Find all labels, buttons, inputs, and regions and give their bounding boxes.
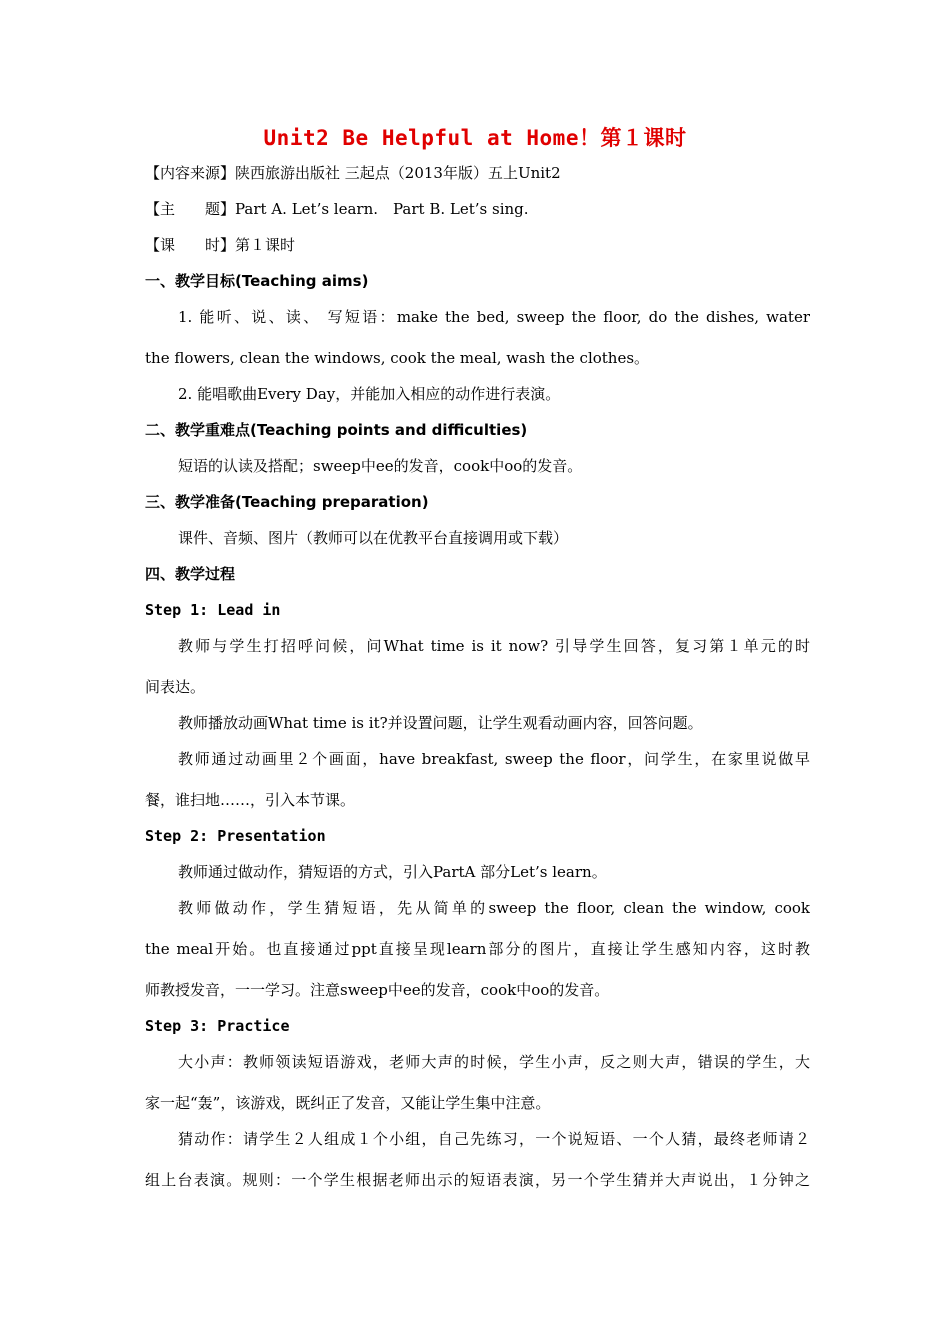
step1-paragraph-1-line-1: 教师与学生打招呼问候，问What time is it now? 引导学生回答，复习第１单元的时 [178, 637, 810, 655]
step2-paragraph-2-line-1: 教师做动作，学生猜短语，先从简单的sweep the floor, clean the window, cook [178, 899, 810, 917]
aims-item-1-line-1: 1. 能听、说、读、 写短语：make the bed, sweep the floor, do the dishes, water [178, 308, 810, 326]
points-heading: 二、教学重难点(Teaching points and difficulties) [145, 421, 528, 439]
content-source: 【内容来源】陕西旅游出版社 三起点（2013年版）五上Unit2 [145, 164, 561, 182]
step2-heading: Step 2: Presentation [145, 827, 326, 845]
step1-paragraph-1-line-2: 间表达。 [145, 678, 206, 696]
points-text: 短语的认读及搭配；sweep中ee的发音，cook中oo的发音。 [178, 457, 583, 475]
step2-paragraph-2-line-2: the meal开始。也直接通过ppt直接呈现learn部分的图片，直接让学生感知内容，这时教 [145, 940, 810, 958]
step3-heading: Step 3: Practice [145, 1017, 290, 1035]
prep-text: 课件、音频、图片（教师可以在优教平台直接调用或下载） [178, 529, 569, 547]
step1-heading: Step 1: Lead in [145, 601, 281, 619]
aims-item-2: 2. 能唱歌曲Every Day，并能加入相应的动作进行表演。 [178, 385, 561, 403]
step1-paragraph-3-line-2: 餐，谁扫地……，引入本节课。 [145, 791, 356, 809]
process-heading: 四、教学过程 [145, 565, 236, 583]
step3-paragraph-1-line-2: 家一起“轰”，该游戏，既纠正了发音，又能让学生集中注意。 [145, 1094, 551, 1112]
topic-line: 【主 题】Part A. Let’s learn. Part B. Let’s sing. [145, 200, 529, 218]
aims-item-1-line-2: the flowers, clean the windows, cook the meal, wash the clothes。 [145, 349, 650, 367]
period-line: 【课 时】第１课时 [145, 236, 296, 254]
prep-heading: 三、教学准备(Teaching preparation) [145, 493, 429, 511]
step1-paragraph-3-line-1: 教师通过动画里２个画面，have breakfast, sweep the floor，问学生，在家里说做早 [178, 750, 810, 768]
document-title: Unit2 Be Helpful at Home！第１课时 [263, 126, 687, 150]
step3-paragraph-2-line-1: 猜动作：请学生２人组成１个小组，自己先练习，一个说短语、一个人猜，最终老师请２ [178, 1130, 810, 1148]
step2-paragraph-1: 教师通过做动作，猜短语的方式，引入PartA 部分Let’s learn。 [178, 863, 607, 881]
aims-heading: 一、教学目标(Teaching aims) [145, 272, 369, 290]
step1-paragraph-2: 教师播放动画What time is it?并设置问题，让学生观看动画内容，回答问题。 [178, 714, 703, 732]
step2-paragraph-2-line-3: 师教授发音，一一学习。注意sweep中ee的发音，cook中oo的发音。 [145, 981, 610, 999]
step3-paragraph-1-line-1: 大小声：教师领读短语游戏，老师大声的时候，学生小声，反之则大声，错误的学生，大 [178, 1053, 810, 1071]
step3-paragraph-2-line-2: 组上台表演。规则：一个学生根据老师出示的短语表演，另一个学生猜并大声说出，１分钟之 [145, 1171, 810, 1189]
